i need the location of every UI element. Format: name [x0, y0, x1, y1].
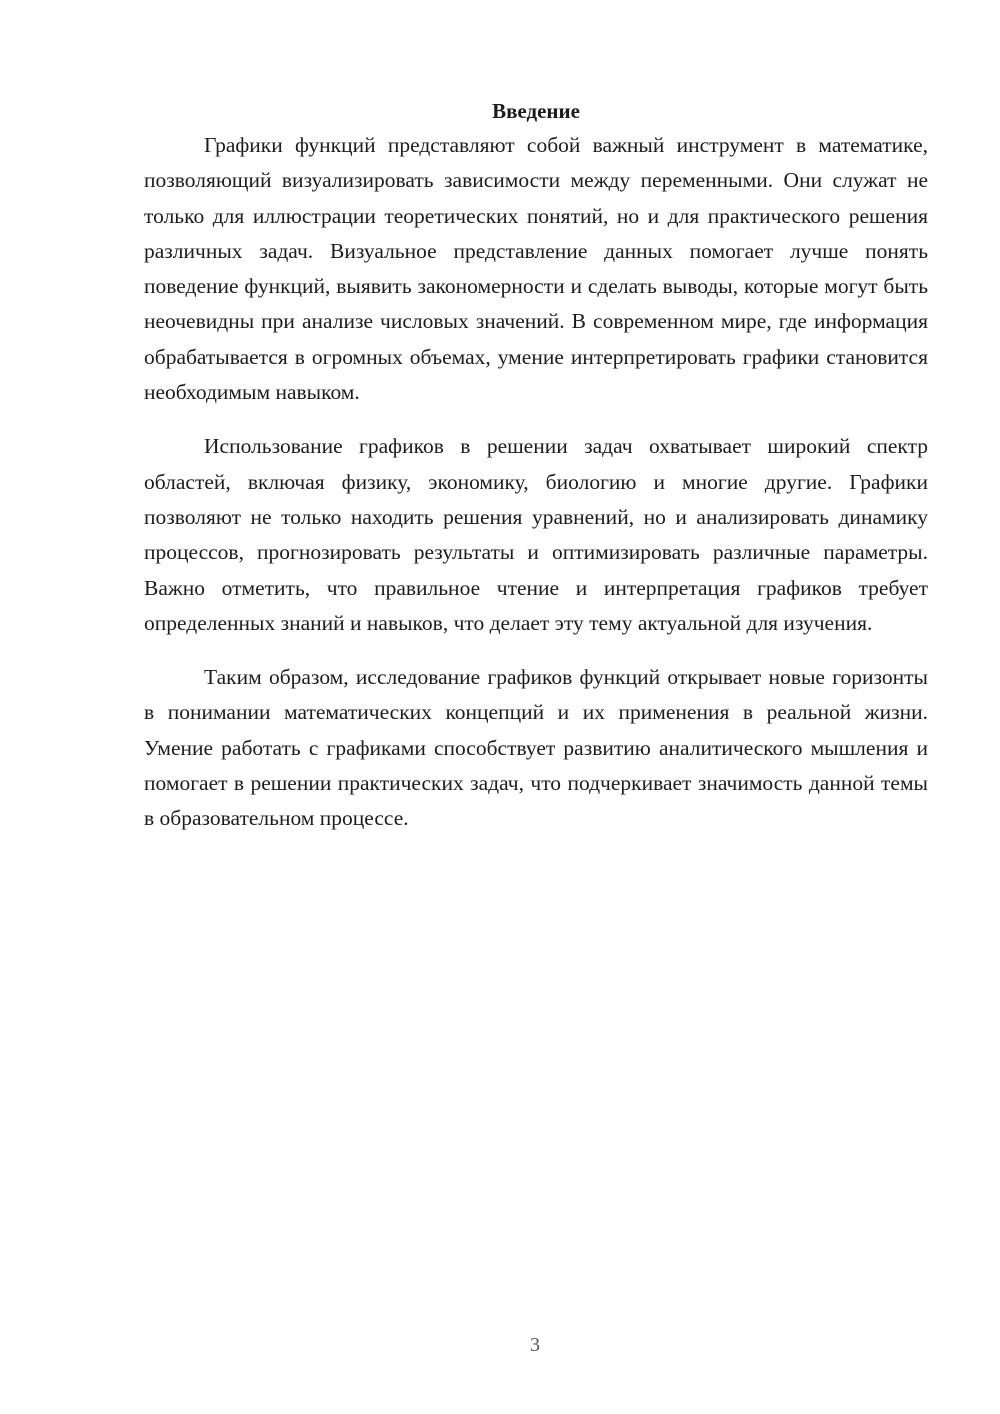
section-title: Введение [492, 99, 580, 123]
paragraph-3: Таким образом, исследование графиков функций открывает новые горизонты в понимании математических концепций и их применения в реальной жизни. Умение работать с графиками способствует развитию аналитического мышления и помогает в решении практических задач, что подчеркивает значимость данной темы в образовательном процессе. [144, 665, 928, 831]
paragraph-2: Использование графиков в решении задач охватывает широкий спектр областей, включая физику, экономику, биологию и многие другие. Графики позволяют не только находить решения уравнений, но и анализировать динамику процессов, прогнозировать результаты и оптимизировать различные параметры. Важно отметить, что правильное чтение и интерпретация графиков требует определенных знаний и навыков, что делает эту тему актуальной для изучения. [144, 434, 928, 635]
page-content [144, 96, 928, 856]
paragraph-1: Графики функций представляют собой важный инструмент в математике, позволяющий визуализировать зависимости между переменными. Они служат не только для иллюстрации теоретических понятий, но и для практического решения различных задач. Визуальное представление данных помогает лучше понять поведение функций, выявить закономерности и сделать выводы, которые могут быть неочевидны при анализе числовых значений. В современном мире, где информация обрабатывается в огромных объемах, умение интерпретировать графики становится необходимым навыком. [144, 133, 928, 405]
page-number: 3 [530, 1334, 540, 1356]
